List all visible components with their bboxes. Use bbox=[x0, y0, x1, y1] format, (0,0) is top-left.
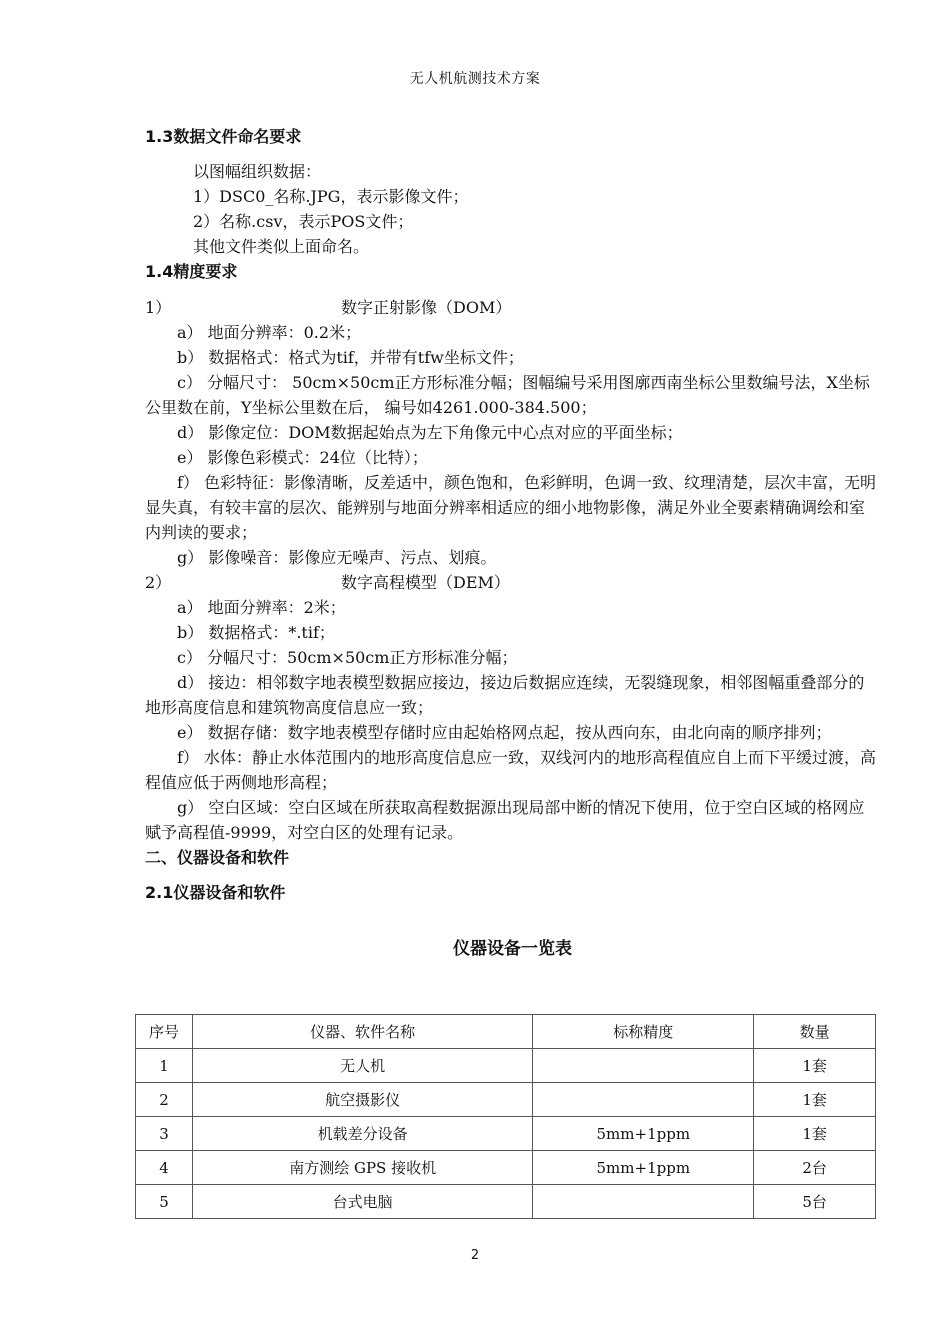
dom-item: a） 地面分辨率：0.2米； bbox=[177, 323, 362, 342]
table-header-row bbox=[136, 1015, 876, 1049]
page-header: 无人机航测技术方案 bbox=[409, 71, 541, 87]
table-cell: 5mm+1ppm bbox=[533, 1117, 754, 1151]
dom-heading bbox=[145, 295, 880, 320]
dem-number: 2） bbox=[145, 573, 172, 592]
header-cell: 仪器、软件名称 bbox=[192, 1015, 532, 1049]
section-2-1-title: 2.1仪器设备和软件 bbox=[145, 883, 286, 902]
dom-item: g） 影像噪音：影像应无噪声、污点、划痕。 bbox=[177, 548, 497, 567]
header-cell: 序号 bbox=[136, 1015, 193, 1049]
header-cell: 标称精度 bbox=[533, 1015, 754, 1049]
table-cell: 航空摄影仪 bbox=[192, 1083, 532, 1117]
table-cell: 1套 bbox=[754, 1083, 876, 1117]
section-1-4-title: 1.4精度要求 bbox=[145, 262, 238, 281]
table-cell: 2台 bbox=[754, 1151, 876, 1185]
equipment-table bbox=[135, 1014, 876, 1219]
table-row bbox=[136, 1117, 876, 1151]
naming-line: 以图幅组织数据： bbox=[193, 162, 322, 181]
naming-line: 2）名称.csv，表示POS文件； bbox=[193, 212, 414, 231]
dem-item: a） 地面分辨率：2米； bbox=[177, 598, 346, 617]
table-cell: 台式电脑 bbox=[192, 1185, 532, 1219]
table-cell: 无人机 bbox=[192, 1049, 532, 1083]
naming-line: 1）DSC0_名称.JPG，表示影像文件； bbox=[193, 187, 469, 206]
table-row bbox=[136, 1083, 876, 1117]
naming-line: 其他文件类似上面命名。 bbox=[193, 237, 370, 256]
table-row bbox=[136, 1185, 876, 1219]
section-1-3-title: 1.3数据文件命名要求 bbox=[145, 127, 302, 146]
dom-title: 数字正射影像（DOM） bbox=[341, 298, 512, 317]
dom-item: d） 影像定位：DOM数据起始点为左下角像元中心点对应的平面坐标； bbox=[177, 423, 683, 442]
table-row bbox=[136, 1049, 876, 1083]
table-cell bbox=[533, 1049, 754, 1083]
table-cell bbox=[533, 1083, 754, 1117]
table-cell: 1 bbox=[136, 1049, 193, 1083]
table-cell: 机载差分设备 bbox=[192, 1117, 532, 1151]
table-cell: 4 bbox=[136, 1151, 193, 1185]
dem-heading bbox=[145, 570, 880, 595]
dem-item: f） 水体：静止水体范围内的地形高度信息应一致，双线河内的地形高程值应自上而下平缓过渡，高程值应低于两侧地形高程； bbox=[145, 748, 877, 792]
document-body bbox=[145, 124, 880, 959]
dem-item: b） 数据格式：*.tif； bbox=[177, 623, 335, 642]
dom-item: c） 分幅尺寸： 50cm×50cm正方形标准分幅；图幅编号采用图廓西南坐标公里数编号法，X坐标公里数在前，Y坐标公里数在后， 编号如4261.000-384.500； bbox=[145, 373, 870, 417]
table-title: 仪器设备一览表 bbox=[453, 939, 572, 959]
page-number: 2 bbox=[470, 1248, 480, 1263]
table-cell: 5mm+1ppm bbox=[533, 1151, 754, 1185]
table-cell: 5台 bbox=[754, 1185, 876, 1219]
table-cell: 南方测绘 GPS 接收机 bbox=[192, 1151, 532, 1185]
table-row bbox=[136, 1151, 876, 1185]
dem-item: g） 空白区域：空白区域在所获取高程数据源出现局部中断的情况下使用，位于空白区域的格网应赋予高程值-9999，对空白区的处理有记录。 bbox=[145, 798, 865, 842]
table-cell: 3 bbox=[136, 1117, 193, 1151]
dom-item: e） 影像色彩模式：24位（比特）； bbox=[177, 448, 428, 467]
table-cell: 1套 bbox=[754, 1049, 876, 1083]
table-cell: 5 bbox=[136, 1185, 193, 1219]
dom-item: b） 数据格式：格式为tif，并带有tfw坐标文件； bbox=[177, 348, 524, 367]
dom-number: 1） bbox=[145, 298, 172, 317]
table-cell: 1套 bbox=[754, 1117, 876, 1151]
section-2-title: 二、仪器设备和软件 bbox=[145, 848, 290, 867]
table-cell bbox=[533, 1185, 754, 1219]
dem-item: d） 接边：相邻数字地表模型数据应接边，接边后数据应连续，无裂缝现象，相邻图幅重叠部分的地形高度信息和建筑物高度信息应一致； bbox=[145, 673, 865, 717]
table-cell: 2 bbox=[136, 1083, 193, 1117]
dem-item: e） 数据存储：数字地表模型存储时应由起始格网点起，按从西向东，由北向南的顺序排列； bbox=[177, 723, 832, 742]
header-cell: 数量 bbox=[754, 1015, 876, 1049]
dom-item: f） 色彩特征：影像清晰，反差适中，颜色饱和，色彩鲜明，色调一致、纹理清楚，层次丰富，无明显失真，有较丰富的层次、能辨别与地面分辨率相适应的细小地物影像，满足外业全要素精确调绘和室内判读的要求； bbox=[145, 473, 877, 542]
dem-title: 数字高程模型（DEM） bbox=[341, 573, 510, 592]
dem-item: c） 分幅尺寸：50cm×50cm正方形标准分幅； bbox=[177, 648, 518, 667]
